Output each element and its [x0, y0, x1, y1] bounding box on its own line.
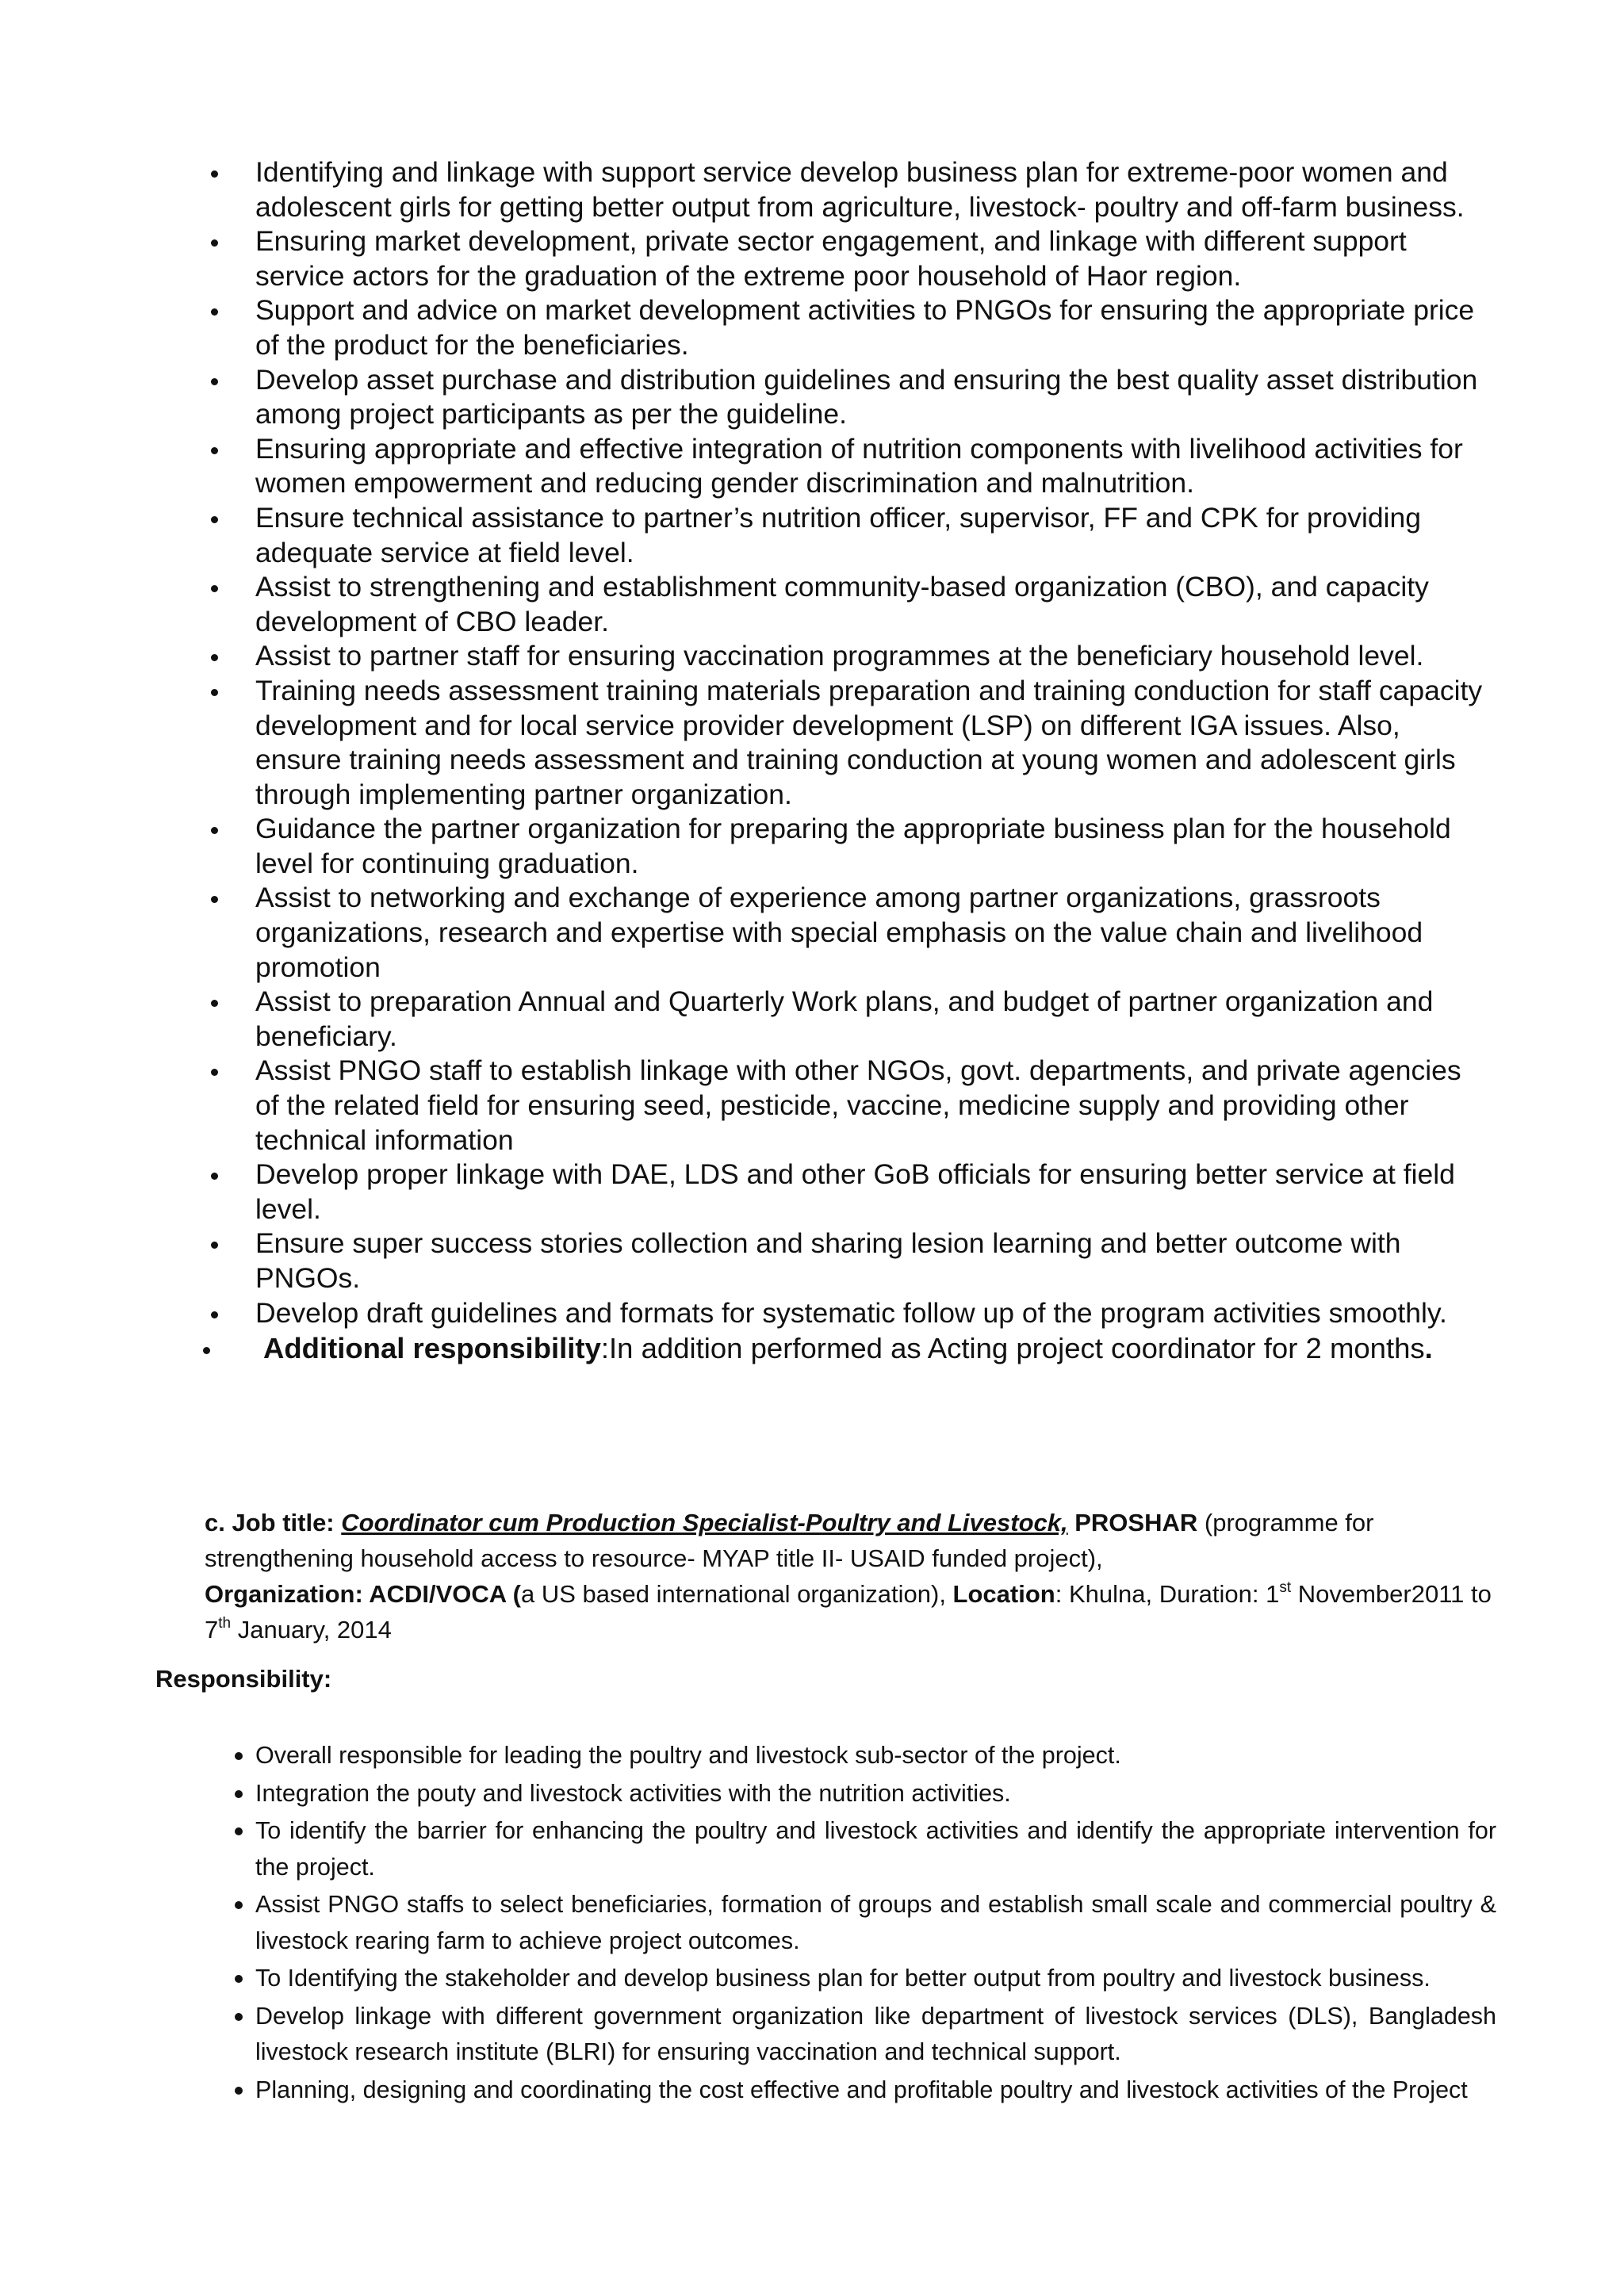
start-ordinal: st — [1279, 1578, 1292, 1596]
list-item: Assist to partner staff for ensuring vaccination programmes at the beneficiary household level. — [255, 639, 1492, 674]
list-item: To identify the barrier for enhancing the poultry and livestock activities and identify the appropriate intervention for the project. — [255, 1813, 1496, 1885]
job-title: Coordinator cum Production Specialist-Poultry and Livestock, — [341, 1509, 1068, 1536]
job-title-label: c. Job title: — [205, 1509, 342, 1536]
list-item: Assist PNGO staff to establish linkage with other NGOs, govt. departments, and private agencies of the related field for ensuring seed, pesticide, vaccine, medicine supply and providing other technical information — [255, 1054, 1492, 1158]
list-item: Develop linkage with different government organization like department of livestock services (DLS), Bangladesh livestock research institute (BLRI) for ensuring vaccination and technical support. — [255, 1999, 1496, 2071]
project-name: PROSHAR — [1067, 1509, 1198, 1536]
list-item: Identifying and linkage with support service develop business plan for extreme-poor women and adolescent girls for getting better output from agriculture, livestock- poultry and off-farm business. — [255, 155, 1492, 224]
responsibilities-list — [255, 155, 1492, 1367]
list-item: Develop proper linkage with DAE, LDS and other GoB officials for ensuring better service at field level. — [255, 1158, 1492, 1226]
list-item: To Identifying the stakeholder and develop business plan for better output from poultry and livestock business. — [255, 1961, 1496, 1997]
location-duration: : Khulna, Duration: 1 — [1055, 1580, 1280, 1608]
list-item: Overall responsible for leading the poultry and livestock sub-sector of the project. — [255, 1738, 1496, 1774]
end-ordinal: th — [218, 1614, 232, 1632]
list-item: Assist to networking and exchange of experience among partner organizations, grassroots organizations, research and expertise with special emphasis on the value chain and livelihood promotion — [255, 881, 1492, 985]
additional-responsibility-label: Additional responsibility — [263, 1332, 601, 1365]
list-item: Ensure super success stories collection and sharing lesion learning and better outcome with PNGOs. — [255, 1226, 1492, 1295]
list-item: Ensure technical assistance to partner’s nutrition officer, supervisor, FF and CPK for providing adequate service at field level. — [255, 501, 1492, 570]
additional-responsibility-item — [255, 1330, 1492, 1367]
additional-responsibility-text: :In addition performed as Acting project coordinator for 2 months — [600, 1332, 1425, 1365]
list-item: Training needs assessment training materials preparation and training conduction for staff capacity development and for local service provider development (LSP) on different IGA issues. Also, ensure training needs assessment and training conduction at young women and adolescent girls through implementing partner organization. — [255, 674, 1492, 812]
job-header — [205, 1505, 1513, 1647]
list-item: Support and advice on market development activities to PNGOs for ensuring the appropriate price of the product for the beneficiaries. — [255, 293, 1492, 362]
list-item: Planning, designing and coordinating the cost effective and profitable poultry and livestock activities of the Project — [255, 2072, 1496, 2109]
responsibility-heading: Responsibility: — [155, 1665, 332, 1693]
list-item: Assist to strengthening and establishment community-based organization (CBO), and capacity development of CBO leader. — [255, 570, 1492, 639]
organization-label: Organization: ACDI/VOCA ( — [205, 1580, 521, 1608]
additional-responsibility-end: . — [1424, 1332, 1433, 1365]
job-responsibilities-list — [255, 1738, 1496, 2110]
project-description: (programme for strengthening household access to resource- MYAP title II- USAID funded project), — [205, 1509, 1374, 1572]
list-item: Assist to preparation Annual and Quarterly Work plans, and budget of partner organization and beneficiary. — [255, 985, 1492, 1054]
list-item: Ensuring market development, private sector engagement, and linkage with different support service actors for the graduation of the extreme poor household of Haor region. — [255, 224, 1492, 293]
location-label: Location — [952, 1580, 1055, 1608]
list-item: Integration the pouty and livestock activities with the nutrition activities. — [255, 1776, 1496, 1812]
list-item: Guidance the partner organization for preparing the appropriate business plan for the household level for continuing graduation. — [255, 812, 1492, 881]
list-item: Assist PNGO staffs to select beneficiaries, formation of groups and establish small scale and commercial poultry & livestock rearing farm to achieve project outcomes. — [255, 1887, 1496, 1959]
job-title-line — [205, 1505, 1513, 1576]
organization-line — [205, 1576, 1513, 1647]
organization-description: a US based international organization), — [520, 1580, 953, 1608]
end-date: January, 2014 — [231, 1616, 392, 1644]
start-date: November2011 to 7 — [205, 1580, 1492, 1644]
list-item: Ensuring appropriate and effective integration of nutrition components with livelihood activities for women empowerment and reducing gender discrimination and malnutrition. — [255, 432, 1492, 501]
list-item: Develop draft guidelines and formats for systematic follow up of the program activities smoothly. — [255, 1296, 1492, 1331]
list-item: Develop asset purchase and distribution guidelines and ensuring the best quality asset distribution among project participants as per the guideline. — [255, 363, 1492, 432]
